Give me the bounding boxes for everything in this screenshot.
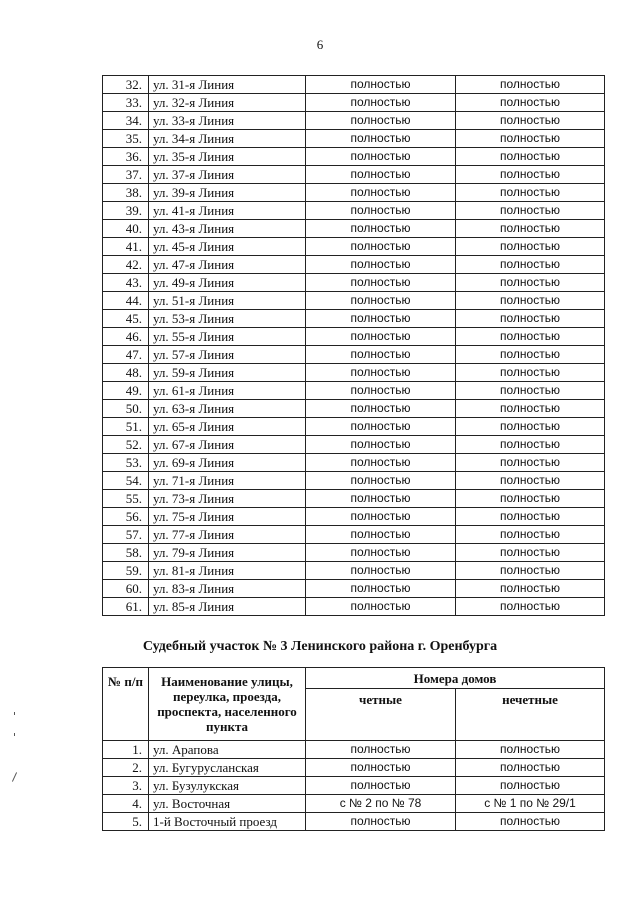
table-row	[103, 202, 605, 220]
table-row	[103, 76, 605, 94]
row-number: 37.	[103, 166, 149, 184]
row-number: 41.	[103, 238, 149, 256]
even-houses: полностью	[306, 759, 456, 777]
even-houses: полностью	[306, 472, 456, 490]
row-number: 38.	[103, 184, 149, 202]
odd-houses: полностью	[456, 310, 605, 328]
odd-houses: полностью	[456, 813, 605, 831]
street-name: ул. Восточная	[149, 795, 306, 813]
row-number: 39.	[103, 202, 149, 220]
table-row	[103, 490, 605, 508]
table-header	[103, 668, 605, 741]
row-number: 43.	[103, 274, 149, 292]
row-number: 56.	[103, 508, 149, 526]
street-name: ул. 81-я Линия	[149, 562, 306, 580]
row-number: 5.	[103, 813, 149, 831]
row-number: 49.	[103, 382, 149, 400]
row-number: 36.	[103, 148, 149, 166]
even-houses: полностью	[306, 580, 456, 598]
row-number: 59.	[103, 562, 149, 580]
odd-houses: полностью	[456, 94, 605, 112]
street-name: ул. Бузулукская	[149, 777, 306, 795]
odd-houses: полностью	[456, 130, 605, 148]
table-row	[103, 418, 605, 436]
street-name: 1-й Восточный проезд	[149, 813, 306, 831]
street-name: ул. 33-я Линия	[149, 112, 306, 130]
street-name: ул. 55-я Линия	[149, 328, 306, 346]
even-houses: полностью	[306, 130, 456, 148]
street-name: ул. 83-я Линия	[149, 580, 306, 598]
row-number: 4.	[103, 795, 149, 813]
street-name: ул. 75-я Линия	[149, 508, 306, 526]
even-houses: полностью	[306, 310, 456, 328]
margin-mark	[14, 712, 15, 715]
odd-houses: полностью	[456, 148, 605, 166]
odd-houses: полностью	[456, 184, 605, 202]
header-odd: нечетные	[456, 689, 605, 741]
even-houses: полностью	[306, 598, 456, 616]
table-row	[103, 328, 605, 346]
odd-houses: полностью	[456, 328, 605, 346]
table-row	[103, 436, 605, 454]
table-row	[103, 795, 605, 813]
even-houses: полностью	[306, 777, 456, 795]
row-number: 32.	[103, 76, 149, 94]
streets-table-continued	[102, 75, 605, 616]
street-name: ул. 67-я Линия	[149, 436, 306, 454]
odd-houses: полностью	[456, 76, 605, 94]
street-name: ул. 85-я Линия	[149, 598, 306, 616]
table-row	[103, 148, 605, 166]
street-name: ул. 41-я Линия	[149, 202, 306, 220]
street-name: ул. 35-я Линия	[149, 148, 306, 166]
odd-houses: полностью	[456, 274, 605, 292]
even-houses: полностью	[306, 256, 456, 274]
odd-houses: полностью	[456, 436, 605, 454]
street-name: ул. 59-я Линия	[149, 364, 306, 382]
odd-houses: полностью	[456, 472, 605, 490]
even-houses: полностью	[306, 400, 456, 418]
even-houses: полностью	[306, 346, 456, 364]
odd-houses: полностью	[456, 454, 605, 472]
margin-mark	[14, 733, 15, 736]
street-name: ул. 71-я Линия	[149, 472, 306, 490]
table-row	[103, 310, 605, 328]
table-row	[103, 526, 605, 544]
street-name: ул. 34-я Линия	[149, 130, 306, 148]
odd-houses: полностью	[456, 598, 605, 616]
street-name: ул. 79-я Линия	[149, 544, 306, 562]
page-number: 6	[316, 37, 324, 52]
even-houses: полностью	[306, 238, 456, 256]
odd-houses: полностью	[456, 741, 605, 759]
table-row	[103, 220, 605, 238]
row-number: 53.	[103, 454, 149, 472]
row-number: 51.	[103, 418, 149, 436]
header-street-name: Наименование улицы, переулка, проезда, проспекта, населенного пункта	[149, 668, 306, 741]
table-row	[103, 400, 605, 418]
margin-mark	[12, 772, 17, 781]
row-number: 60.	[103, 580, 149, 598]
table-row	[103, 777, 605, 795]
even-houses: полностью	[306, 274, 456, 292]
row-number: 54.	[103, 472, 149, 490]
even-houses: полностью	[306, 526, 456, 544]
table-row	[103, 580, 605, 598]
even-houses: полностью	[306, 112, 456, 130]
street-name: ул. 51-я Линия	[149, 292, 306, 310]
court-table-body	[103, 741, 605, 831]
streets-table-body	[103, 76, 605, 616]
row-number: 50.	[103, 400, 149, 418]
even-houses: полностью	[306, 364, 456, 382]
row-number: 40.	[103, 220, 149, 238]
street-name: ул. 53-я Линия	[149, 310, 306, 328]
row-number: 57.	[103, 526, 149, 544]
row-number: 1.	[103, 741, 149, 759]
odd-houses: полностью	[456, 508, 605, 526]
table-row	[103, 184, 605, 202]
street-name: ул. 49-я Линия	[149, 274, 306, 292]
odd-houses: полностью	[456, 364, 605, 382]
even-houses: полностью	[306, 220, 456, 238]
odd-houses: полностью	[456, 400, 605, 418]
odd-houses: полностью	[456, 382, 605, 400]
row-number: 45.	[103, 310, 149, 328]
row-number: 2.	[103, 759, 149, 777]
even-houses: полностью	[306, 544, 456, 562]
street-name: ул. 31-я Линия	[149, 76, 306, 94]
header-even: четные	[306, 689, 456, 741]
row-number: 61.	[103, 598, 149, 616]
row-number: 47.	[103, 346, 149, 364]
even-houses: полностью	[306, 328, 456, 346]
odd-houses: с № 1 по № 29/1	[456, 795, 605, 813]
header-house-numbers: Номера домов	[306, 668, 605, 689]
street-name: ул. 73-я Линия	[149, 490, 306, 508]
row-number: 55.	[103, 490, 149, 508]
odd-houses: полностью	[456, 256, 605, 274]
table-row	[103, 598, 605, 616]
odd-houses: полностью	[456, 580, 605, 598]
odd-houses: полностью	[456, 759, 605, 777]
even-houses: полностью	[306, 382, 456, 400]
even-houses: полностью	[306, 813, 456, 831]
row-number: 46.	[103, 328, 149, 346]
street-name: ул. 63-я Линия	[149, 400, 306, 418]
street-name: ул. 65-я Линия	[149, 418, 306, 436]
table-row	[103, 364, 605, 382]
table-row	[103, 112, 605, 130]
row-number: 34.	[103, 112, 149, 130]
odd-houses: полностью	[456, 544, 605, 562]
odd-houses: полностью	[456, 526, 605, 544]
table-row	[103, 759, 605, 777]
odd-houses: полностью	[456, 238, 605, 256]
odd-houses: полностью	[456, 292, 605, 310]
even-houses: полностью	[306, 741, 456, 759]
street-name: ул. 47-я Линия	[149, 256, 306, 274]
table-row	[103, 130, 605, 148]
row-number: 44.	[103, 292, 149, 310]
row-number: 58.	[103, 544, 149, 562]
street-name: ул. 61-я Линия	[149, 382, 306, 400]
row-number: 42.	[103, 256, 149, 274]
row-number: 48.	[103, 364, 149, 382]
court-district-3-table	[102, 667, 605, 831]
even-houses: полностью	[306, 436, 456, 454]
even-houses: полностью	[306, 184, 456, 202]
even-houses: полностью	[306, 418, 456, 436]
table-row	[103, 94, 605, 112]
even-houses: полностью	[306, 490, 456, 508]
table-row	[103, 562, 605, 580]
table-row	[103, 238, 605, 256]
even-houses: полностью	[306, 202, 456, 220]
table-row	[103, 508, 605, 526]
table-row	[103, 292, 605, 310]
table-row	[103, 544, 605, 562]
odd-houses: полностью	[456, 490, 605, 508]
street-name: ул. 45-я Линия	[149, 238, 306, 256]
street-name: ул. 77-я Линия	[149, 526, 306, 544]
table-row	[103, 472, 605, 490]
section-title: Судебный участок № 3 Ленинского района г. Оренбурга	[142, 639, 498, 654]
odd-houses: полностью	[456, 166, 605, 184]
street-name: ул. 37-я Линия	[149, 166, 306, 184]
table-row	[103, 382, 605, 400]
odd-houses: полностью	[456, 777, 605, 795]
odd-houses: полностью	[456, 202, 605, 220]
odd-houses: полностью	[456, 346, 605, 364]
street-name: ул. Арапова	[149, 741, 306, 759]
street-name: ул. 32-я Линия	[149, 94, 306, 112]
even-houses: полностью	[306, 508, 456, 526]
table-row	[103, 813, 605, 831]
street-name: ул. 39-я Линия	[149, 184, 306, 202]
row-number: 35.	[103, 130, 149, 148]
odd-houses: полностью	[456, 220, 605, 238]
street-name: ул. 69-я Линия	[149, 454, 306, 472]
table-row	[103, 346, 605, 364]
even-houses: полностью	[306, 562, 456, 580]
odd-houses: полностью	[456, 562, 605, 580]
even-houses: полностью	[306, 292, 456, 310]
even-houses: полностью	[306, 94, 456, 112]
even-houses: полностью	[306, 76, 456, 94]
street-name: ул. Бугурусланская	[149, 759, 306, 777]
street-name: ул. 43-я Линия	[149, 220, 306, 238]
row-number: 52.	[103, 436, 149, 454]
table-row	[103, 256, 605, 274]
table-row	[103, 454, 605, 472]
table-row	[103, 741, 605, 759]
table-row	[103, 166, 605, 184]
header-number: № п/п	[103, 668, 149, 741]
even-houses: полностью	[306, 454, 456, 472]
odd-houses: полностью	[456, 112, 605, 130]
row-number: 3.	[103, 777, 149, 795]
even-houses: полностью	[306, 166, 456, 184]
row-number: 33.	[103, 94, 149, 112]
street-name: ул. 57-я Линия	[149, 346, 306, 364]
even-houses: полностью	[306, 148, 456, 166]
table-row	[103, 274, 605, 292]
even-houses: с № 2 по № 78	[306, 795, 456, 813]
odd-houses: полностью	[456, 418, 605, 436]
